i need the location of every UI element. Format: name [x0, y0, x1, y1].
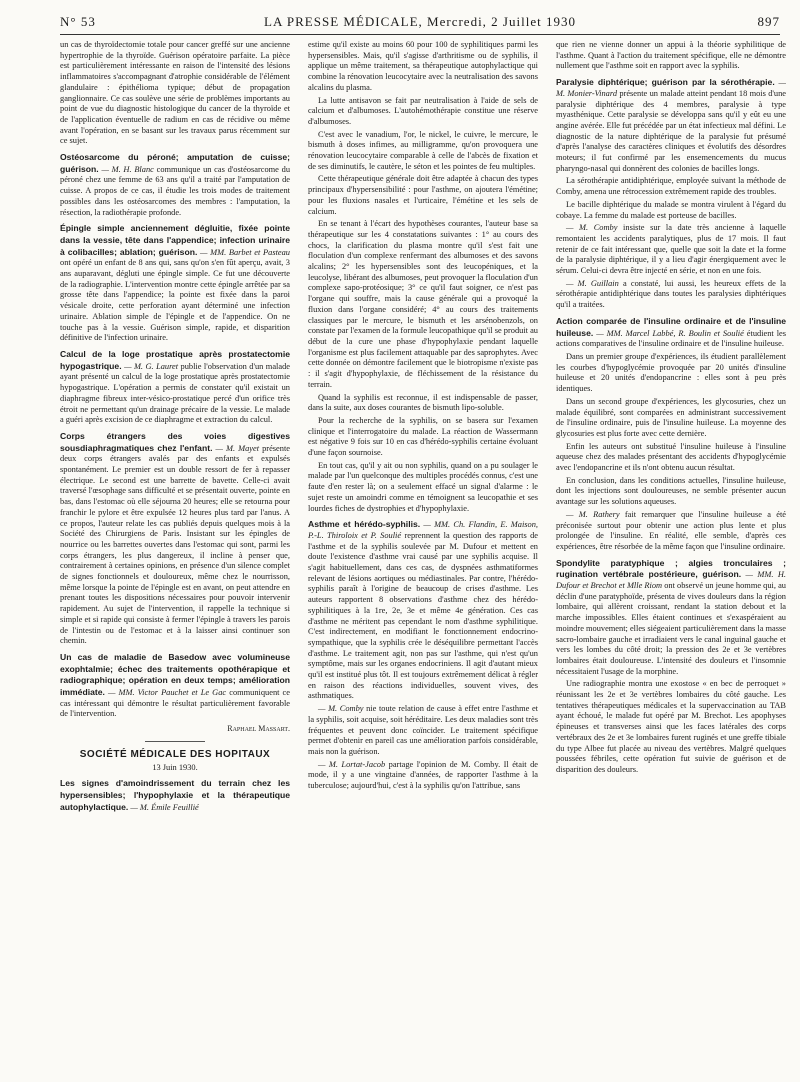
signature: Raphael Massart. [227, 724, 290, 734]
paragraph: Une radiographie montra une exostose « en bec de perroquet » réunissant les 2e et 3e vertèbres lombaires du côté gauche. Les tentatives thérapeutiques médicales et la supervaccination au TAB ayant échoué, le malade fut opéré par M. Brechot. Les apophyses épineuses et transverses ainsi que les faces latérales des corps vertébraux des 2e et 3e lombaires furent ruginés et une greffe tibiale du type Albee fut placée au niveau des vertèbres. Malgré quelques poussées fébriles, cette opération fut suivie de guérison et de disparition des douleurs. [556, 679, 786, 774]
section-spondylite [556, 558, 786, 776]
author: — M. Monier-Vinard [556, 78, 786, 98]
paragraph: Cette thérapeutique générale doit être adaptée à chacun des types principaux d'hypersensibilité : pour l'asthme, on ajoutera l'émétine; pour les fluxions nasales et l'urticaire, l'émétine et les sels de calcium. [308, 174, 538, 216]
paragraph: Enfin les auteurs ont substitué l'insuline huileuse à l'insuline aqueuse chez des malades présentant des accidents d'hypoglycémie avec l'endopancrine et ils n'ont obtenu aucun résultat. [556, 441, 786, 473]
section-calcul [60, 349, 290, 426]
paragraph: En tout cas, qu'il y ait ou non syphilis, quand on a pu soulager le malade par l'un quelconque des multiples procédés connus, c'est une faute d'en rester là; on a seulement effacé un signal d'alarme : le sujet reste un amoindri comme en témoignent sa leucopathie et ses lourdes fiches de dystrophies et d'hypophylaxie. [308, 460, 538, 513]
paragraph: Dans un second groupe d'expériences, les glycosuries, chez un malade équilibré, sont comparées en administrant successivement de l'insuline ordinaire, puis de l'insuline huileuse. La moyenne des glycosuries est plus forte avec cette dernière. [556, 396, 786, 438]
author: — MM. Marcel Labbé, R. Boulin et Soulié [596, 328, 744, 338]
author: — M. Guillain [566, 278, 619, 288]
paragraph: En se tenant à l'écart des hypothèses courantes, l'auteur base sa thérapeutique sur les 4 constatations suivantes : 1° au cours des chocs, la clarification du plasma montre qu'il s'est fait une floculation d'un complexe renfermant des albumoses et des savons alcalins; 2° les hypersensibles sont des leucopéniques, et la leucolyse, libérant des albumoses, peut provoquer la floculation d'un complexe sapo-protéosique; 3° ce qu'il faut soigner, ce n'est pas l'organe qui souffre, mais la cause générale qui a provoqué la fluxion dans l'organe considéré; 4° au cours des traitements classiques par le mercure, le bismuth et les arsénobenzols, on constate par l'examen de la formule leucopathique qu'il se produit au début de la cure une phase d'hypophylaxie pendant laquelle l'organisme est plus facilement attaquable par des saprophytes. Avec cette donnée on démontre facilement que le biotropisme n'existe pas : il s'agit d'hypophylaxie, de fléchissement de la résistance du terrain. [308, 219, 538, 389]
paragraph: nie toute relation de cause à effet entre l'asthme et la syphilis, soit acquise, soit héréditaire. Les deux maladies sont très fréquentes et peuvent donc coïncider. Le traitement spécifique permet d'obtenir en pareil cas une amélioration parfois considérable, mais non la guérison. [308, 704, 538, 756]
society-date: 13 Juin 1930. [152, 762, 198, 772]
section-title: Ostéosarcome du péroné; amputation de cuisse; guérison. [60, 152, 290, 174]
author: — M. G. Lauret [124, 361, 179, 371]
section-title: Un cas de maladie de Basedow avec volumineuse exophtalmie; échec des traitements opothérapique et radiographique; opération en deux temps; amélioration immédiate. [60, 651, 290, 698]
paragraph: a constaté, lui aussi, les heureux effets de la sérothérapie antidiphtérique dans toutes les paralysies diphtériques qu'il a traitées. [556, 278, 787, 310]
column-1 [60, 40, 290, 815]
section-title: Paralysie diphtérique; guérison par la sérothérapie. [556, 77, 775, 88]
paragraph: La sérothérapie antidiphtérique, employée suivant la méthode de Comby, amena une rétrocession extrêmement rapide des troubles. [556, 176, 786, 197]
paragraph: fait remarquer que l'insuline huileuse a été préconisée surtout pour obtenir une action plus lente et plus prolongée de l'insuline. En réalité, elle semble, d'après ces expériences, être résorbée de la même façon que l'insuline ordinaire. [556, 509, 787, 551]
column-2 [308, 40, 538, 794]
paragraph: Quand la syphilis est reconnue, il est indispensable de passer, dans la suite, aux doses courantes de bismuth lipo-soluble. [308, 392, 538, 413]
paragraph: que rien ne vienne donner un appui à la théorie syphilitique de l'asthme. Quant à l'action du traitement spécifique, elle ne démontre nullement que l'asthme soit en rapport avec la syphilis. [556, 40, 786, 71]
section-asthme [308, 519, 538, 702]
paragraph: Pour la recherche de la syphilis, on se basera sur l'examen clinique et l'interrogatoire du malade. La réaction de Wassermann est négative 9 fois sur 10 en cas d'hérédo-syphilis certaine évoluant d'une façon sournoise. [308, 415, 538, 458]
section-title: Calcul de la loge prostatique après prostatectomie hypogastrique. [60, 348, 290, 371]
section-corps-etrangers [60, 431, 290, 647]
section-paralysie [556, 77, 786, 311]
author: — MM. Victor Pauchet et Le Gac [108, 688, 227, 698]
paragraph: reprennent la question des rapports de l'asthme et de la syphilis soulevée par M. Dufour et mettent en doute l'existence d'asthme vrai causé par une syphilis acquise. Il s'agit habituellement, dans ces cas, de dyspnées asthmatiformes relevant de lésions aortiques ou médiastinales. Par contre, l'hérédo-syphilis paraît à l'origine de beaucoup de crises d'asthme. Les auteurs rapportent 8 observations d'asthme chez des hérédo-syphilitiques à la 1re, 2e, 3e et même 4e génération. Ces cas d'asthme ne méritent pas cependant le nom d'asthme syphilitique. C'est indirectement, en modifiant le fonctionnement endocrino-sympathique, que la syphilis crée le déséquilibre permettant l'accès d'asthme. Le traitement agit, non pas sur l'asthme, qui n'est qu'un symptôme, mais sur les organes endocriniens. Il agit d'autant mieux qu'il est institué plus tôt. Il est toujours extrêmement délicat à régler en raison des réactions individuelles, souvent vives, des asthmatiques. [308, 530, 539, 701]
paragraph: Le bacille diphtérique du malade se montra virulent à l'égard du cobaye. La femme du malade est porteuse de bacilles. [556, 199, 786, 220]
section-title: Les signes d'amoindrissement du terrain chez les hypersensibles; l'hypophylaxie et la thérapeutique autophylactique. [60, 778, 290, 812]
paragraph: ont opéré un enfant de 8 ans qui, sans qu'on s'en fût aperçu, avait, 3 ans auparavant, dégluti une épingle simple. Ce fut une découverte de la radiographie. L'intervention montre cette épingle arrêtée par sa grosse tête dans l'appendice; la pointe est fixée dans la paroi vésicale droite, cette perforation ayant déterminé une infection urinaire. Ablation simple de l'épingle et de l'appendice. On ne touche pas à la vessie. Guérison simple, rapide, et disparition définitive de l'infection urinaire. [60, 258, 290, 343]
author: — MM. Ch. Flandin, E. Maison, P.-L. Thiroloix et P. Soulié [308, 520, 539, 540]
paragraph: partage l'opinion de M. Comby. Il était de mode, il y a une vingtaine d'années, de rapporter l'asthme à la tuberculose; aujourd'hui, c'est à la syphilis qu'on l'attribue, sans [308, 759, 538, 791]
paragraph: En conclusion, dans les conditions actuelles, l'insuline huileuse, dont les injections sont douloureuses, ne semble présenter aucun avantage sur les solutions aqueuses. [556, 475, 786, 507]
paragraph: communique un cas d'ostéosarcome du péroné chez une femme de 63 ans qu'il a traité par l'amputation de cuisse. A propos de ce cas, il étudie les trois modes de traitement possibles dans les ostéosarcomes des membres : l'amputation, la résection, la radiothérapie profonde. [60, 164, 291, 217]
author: — M. Émile Feuillié [130, 802, 199, 812]
section-title: Action comparée de l'insuline ordinaire et de l'insuline huileuse. [556, 315, 786, 338]
paragraph: présente deux corps étrangers avalés par des enfants et expulsés spontanément. Le premier est un double ressort de fer à repasser électrique. Le second est une barrette de bavette. Celle-ci avait traversé l'œsophage sans difficulté et se présentait ouverte, pointe en bas, dans l'estomac où elle séjourna 20 heures; elle se retourna pour franchir le pylore et être expulsée 12 heures plus tard par l'anus. A ce propos, l'auteur relate les cas publiés depuis quelques mois à la Société des Chirurgiens de Paris. Insistant sur les épingles de nourrice ou les barrettes ouvertes dans l'estomac qui sont, parmi les corps étrangers, les plus dangereux, il incline à penser que, contrairement à certaines opinions, en présence d'un silence complet de signes fonctionnels et douloureux, même chez le nourrisson, même lorsque la pointe de l'épingle est en avant, on peut attendre en prenant toutes les dispositions nécessaires pour pouvoir intervenir rapidement. Au sujet de l'intervention, il rappelle la technique si simple et si rapide qui consiste à fermer l'épingle à travers les parois de l'intestin ou de l'estomac et à la laisser ainsi continuer son chemin. [60, 443, 290, 646]
journal-title: LA PRESSE MÉDICALE, Mercredi, 2 Juillet 1930 [264, 14, 576, 29]
section-epingle [60, 223, 290, 344]
section-title: Corps étrangers des voies digestives sousdiaphragmatiques chez l'enfant. [60, 430, 290, 453]
page-number-left: N° 53 [60, 14, 96, 29]
section-hypersensibles [60, 778, 290, 813]
page-number-right: 897 [757, 14, 780, 29]
author: — M. Lortat-Jacob [318, 759, 386, 769]
section-title: Spondylite paratyphique ; algies tronculaires ; rugination vertébrale postérieure, guérison. [556, 557, 786, 580]
paragraph: estime qu'il existe au moins 60 pour 100 de syphilitiques parmi les hypersensibles. Mais, qu'il s'agisse d'arthritisme ou de syphilis, il applique un même traitement, sa thérapeutique autophylactique qui combine la rénovation leucocytaire avec la neutralisation des savons alcalins du plasma. [308, 40, 538, 92]
paragraph: Dans un premier groupe d'expériences, ils étudient parallèlement les courbes d'hypoglycémie provoquée par 20 unités d'insuline huileuse et 20 unités d'endopancrine : elles sont à peu près identiques. [556, 351, 786, 394]
author: — M. Comby [318, 704, 364, 714]
page-header [60, 10, 780, 35]
paragraph: présente un malade atteint pendant 18 mois d'une paralysie diphtérique des 4 membres, paralysie à type myasthénique. Cette paralysie se développa sans qu'il y eût eu une angine avérée. Elle fut précédée par un état infectieux mal défini. Le diagnostic de la nature diphtérique de la paralysie fut présumé d'après l'analyse des caractères cliniques et évolutifs des désordres moteurs; il fut confirmé par les ensemencements du mucus pharyngo-nasal qui donnèrent des colonies de bacilles longs. [556, 88, 786, 173]
paragraph: un cas de thyroïdectomie totale pour cancer greffé sur une ancienne hypertrophie de la thyroïde. Guérison opératoire parfaite. La pièce est particulièrement intéressante en raison de l'intensité des lésions inflammatoires s'accompagnant d'atrophie considérable de l'élément glandulaire : épithélioma typique; début de propagation ganglionnaire. Ce cas soulève une série de problèmes importants au point de vue du diagnostic histologique du cancer de la thyroïde et de l'application éventuelle de radium en cas de récidive ou même avant l'opération, en se basant sur les travaux parus récemment sur ce sujet. [60, 40, 290, 146]
paragraph: C'est avec le vanadium, l'or, le nickel, le cuivre, le mercure, le bismuth à doses infimes, au milligramme, qu'on provoquera une rénovation leucocytaire comparable à celle de l'abcès de fixation et de ses diminutifs, le cautère, le séton et les pointes de feu multiples. [308, 129, 538, 171]
section-insuline [556, 316, 786, 553]
column-3 [556, 40, 786, 778]
author: — MM. Barbet et Pasteau [200, 247, 290, 257]
author: — MM. H. Dufour et Brechot et Mlle Riom [556, 570, 787, 591]
divider [145, 741, 205, 742]
author: — M. Rathery [566, 509, 620, 519]
paragraph: étudient les actions comparatives de l'insuline ordinaire et de l'insuline huileuse. [556, 328, 787, 349]
author: — M. H. Blanc [101, 164, 154, 174]
section-osteosarcome [60, 152, 290, 218]
paragraph: insiste sur la date très ancienne à laquelle remontaient les accidents paralytiques, plus de 17 mois. Il faut retenir de ce fait intéressant que, quelle que soit la date et la forme de la paralysie diphtérique, il y a lieu d'agir énergiquement avec le sérum. Celui-ci devra être injecté en série, et non en une fois. [556, 223, 786, 276]
paragraph: La lutte antisavon se fait par neutralisation à l'aide de sels de calcium et d'albumoses. L'autohémothérapie constitue une réserve d'albumoses. [308, 95, 538, 126]
paragraph: publie l'observation d'un malade ayant présenté un calcul de la loge prostatique après prostatectomie hypogastrique. L'opération a permis de constater qu'il existait un diaphragme fibreux inter-vésico-prostatique percé d'un orifice très étroit ne permettant qu'un drainage précaire de la vessie. Le malade a guéri après excision de ce diaphragme et extraction du calcul. [60, 361, 290, 425]
author: — M. Mayet [215, 443, 260, 453]
society-title: SOCIÉTÉ MÉDICALE DES HOPITAUX [79, 748, 271, 760]
paragraph: communiquent ce cas intéressant qui démontre le résultat particulièrement favorable de l'intervention. [60, 688, 290, 719]
author: — M. Comby [566, 223, 618, 233]
section-title: Asthme et hérédo-syphilis. [308, 519, 421, 530]
section-basedow [60, 652, 290, 720]
paragraph: ont observé un jeune homme qui, au déclin d'une paratyphoïde, présenta de vives douleurs dans la région lombaire, qui allèrent croissant, rendant la station debout et la marche impossibles. Elles étaient continues et s'exaspéraient au moindre mouvement; elles siégeaient particulièrement dans la masse sacro-lombaire gauche et irradiaient vers le canal inguinal gauche et vers les lombes du côté droit; la pression des 2e et 3e vertèbres lombaires était douloureuse. L'intensité des douleurs et l'insomnie nécessitaient l'usage de la morphine. [556, 581, 787, 676]
section-title: Épingle simple anciennement dégluitie, fixée pointe dans la vessie, tête dans l'appendice; infection urinaire à colibacilles; ablation; guérison. [60, 223, 290, 257]
